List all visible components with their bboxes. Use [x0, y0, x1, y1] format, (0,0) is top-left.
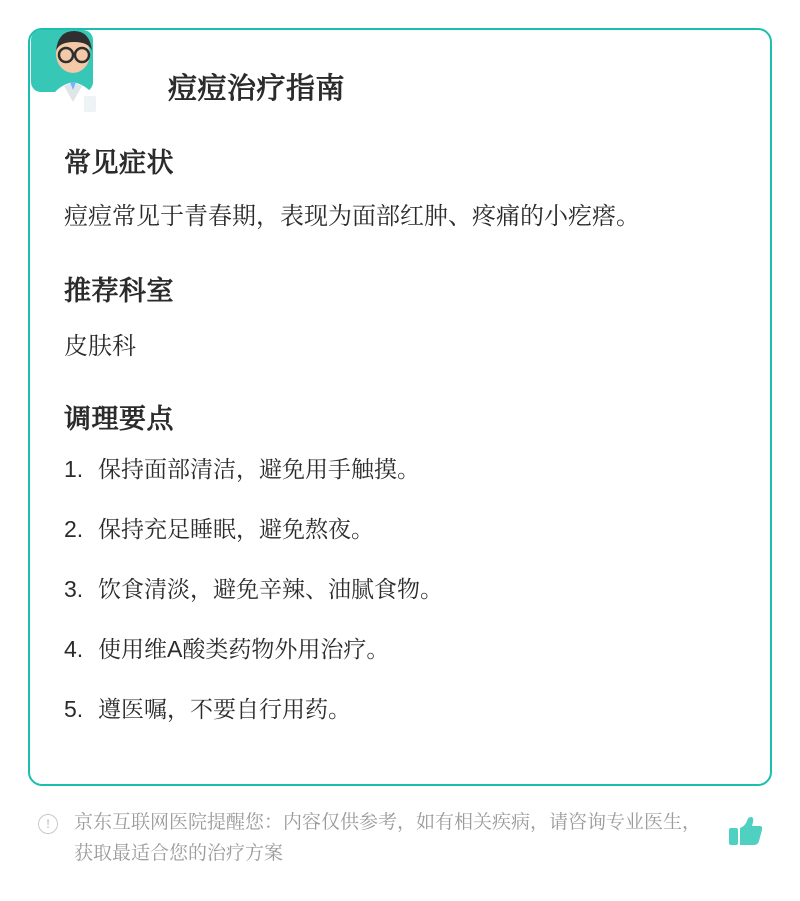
section-heading-department: 推荐科室: [64, 276, 174, 307]
section-body-symptoms: 痘痘常见于青春期，表现为面部红肿、疼痛的小疙瘩。: [64, 203, 640, 230]
list-item-text: 遵医嘱，不要自行用药。: [98, 696, 351, 723]
list-item-number: 2.: [64, 516, 84, 543]
list-item-text: 保持面部清洁，避免用手触摸。: [98, 456, 420, 483]
footer-disclaimer: [28, 808, 772, 870]
list-item-text: 饮食清淡，避免辛辣、油腻食物。: [98, 576, 443, 603]
section-heading-care-tips: 调理要点: [64, 404, 174, 435]
section-body-department: 皮肤科: [64, 333, 136, 361]
doctor-avatar-icon: [29, 18, 121, 118]
treatment-guide-card: [28, 28, 772, 786]
list-item-text: 保持充足睡眠，避免熬夜。: [98, 516, 374, 543]
list-item-number: 5.: [64, 696, 84, 723]
list-item-text: 使用维A酸类药物外用治疗。: [98, 636, 390, 663]
disclaimer-text: 京东互联网医院提醒您：内容仅供参考，如有相关疾病，请咨询专业医生，获取最适合您的治疗方案: [74, 812, 702, 865]
section-heading-symptoms: 常见症状: [64, 148, 174, 178]
list-item: [64, 574, 736, 605]
thumbs-up-icon[interactable]: [716, 814, 762, 848]
list-item: [64, 454, 736, 485]
list-item: [64, 514, 736, 545]
care-tips-list: [64, 454, 736, 725]
info-circle-icon: !: [38, 814, 64, 834]
list-item-number: 1.: [64, 456, 84, 483]
list-item: [64, 634, 736, 665]
page-title: 痘痘治疗指南: [168, 73, 346, 105]
list-item-number: 3.: [64, 576, 84, 603]
list-item-number: 4.: [64, 636, 84, 663]
list-item: [64, 694, 736, 725]
